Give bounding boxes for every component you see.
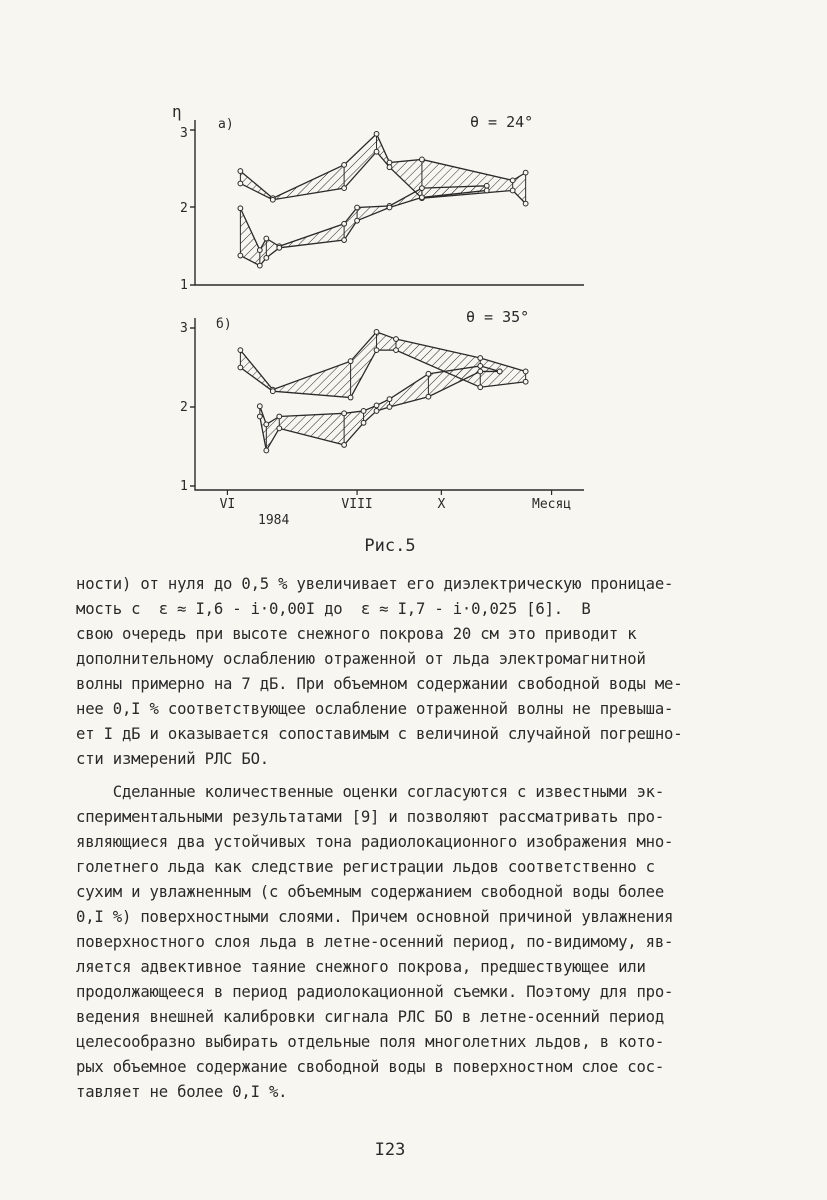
- data-point: [238, 169, 243, 174]
- text-line: спериментальными результатами [9] и позволяют рассматривать про-: [76, 808, 665, 826]
- data-point: [387, 165, 392, 170]
- data-point: [257, 404, 262, 409]
- data-point: [342, 238, 347, 243]
- data-point: [264, 255, 269, 260]
- data-point: [342, 162, 347, 167]
- data-point: [348, 395, 353, 400]
- x-tick-label: VIII: [341, 497, 373, 512]
- panel-a-ylabel: η: [172, 102, 182, 121]
- data-point: [510, 188, 515, 193]
- panel-a-label: а): [218, 117, 234, 132]
- data-point: [420, 195, 425, 200]
- data-point: [478, 385, 483, 390]
- data-point: [478, 356, 483, 361]
- panel-b-label: б): [216, 317, 232, 332]
- data-point: [355, 218, 360, 223]
- band-2-bottom-line: [240, 190, 486, 265]
- text-line: ет I дБ и оказывается сопоставимым с величиной случайной погрешно-: [76, 725, 683, 743]
- data-point: [523, 170, 528, 175]
- data-point: [342, 411, 347, 416]
- panel-b-plot-area: [238, 330, 528, 453]
- data-point: [387, 205, 392, 210]
- band-hatch-2: [260, 366, 500, 451]
- data-point: [264, 236, 269, 241]
- data-point: [238, 206, 243, 211]
- data-point: [361, 409, 366, 414]
- text-line: тавляет не более 0,I %.: [76, 1083, 288, 1101]
- figure-ris5: [0, 0, 827, 530]
- data-point: [238, 365, 243, 370]
- data-point: [510, 178, 515, 183]
- data-point: [277, 426, 282, 431]
- data-point: [523, 369, 528, 374]
- data-point: [257, 263, 262, 268]
- data-point: [523, 379, 528, 384]
- data-point: [270, 389, 275, 394]
- figure-caption: Рис.5: [364, 536, 416, 556]
- panel-a-ytick-2: 2: [180, 201, 188, 216]
- text-line: Сделанные количественные оценки согласуются с известными эк-: [76, 783, 665, 801]
- data-point: [342, 221, 347, 226]
- x-tick-label: VI: [219, 497, 236, 512]
- data-point: [420, 186, 425, 191]
- data-point: [348, 359, 353, 364]
- data-point: [394, 337, 399, 342]
- data-point: [484, 183, 489, 188]
- data-point: [426, 394, 431, 399]
- data-point: [387, 160, 392, 165]
- panel-a-plot-area: [238, 131, 528, 268]
- data-point: [374, 330, 379, 335]
- text-line: дополнительному ослаблению отраженной от льда электромагнитной: [76, 650, 646, 668]
- data-point: [420, 157, 425, 162]
- data-point: [238, 253, 243, 258]
- data-point: [342, 186, 347, 191]
- data-point: [238, 181, 243, 186]
- text-line: ведения внешней калибровки сигнала РЛС БО в летне-осенний период: [76, 1008, 665, 1026]
- page-number: I23: [374, 1140, 406, 1160]
- data-point: [374, 348, 379, 353]
- data-point: [342, 443, 347, 448]
- data-point: [484, 188, 489, 193]
- data-point: [257, 248, 262, 253]
- x-axis-year-label: 1984: [258, 513, 290, 528]
- panel-b-theta-annotation: θ = 35°: [466, 308, 530, 326]
- data-point: [361, 420, 366, 425]
- data-point: [497, 369, 502, 374]
- panel-a-ytick-3: 3: [180, 126, 188, 141]
- data-point: [277, 245, 282, 250]
- text-line: мость с ε ≈ I,6 - i·0,00I до ε ≈ I,7 - i·0,025 [6]. В: [76, 600, 591, 618]
- text-line: ности) от нуля до 0,5 % увеличивает его диэлектрическую проницае-: [76, 575, 674, 593]
- text-line: рых объемное содержание свободной воды в поверхностном слое сос-: [76, 1058, 665, 1076]
- data-point: [478, 364, 483, 369]
- panel-b-ytick-1: 1: [180, 479, 188, 494]
- text-line: свою очередь при высоте снежного покрова 20 см это приводит к: [76, 625, 637, 643]
- text-line: являющиеся два устойчивых тона радиолокационного изображения мно-: [76, 833, 674, 851]
- text-line: сухим и увлажненным (с объемным содержанием свободной воды более: [76, 883, 665, 901]
- text-line: голетнего льда как следствие регистрации льдов соответственно с: [76, 858, 655, 876]
- data-point: [426, 371, 431, 376]
- data-point: [257, 414, 262, 419]
- data-point: [394, 348, 399, 353]
- data-point: [374, 403, 379, 408]
- text-line: ляется адвективное таяние снежного покрова, предшествующее или: [76, 958, 646, 976]
- data-point: [238, 348, 243, 353]
- data-point: [264, 422, 269, 427]
- text-line: поверхностного слоя льда в летне-осенний период, по-видимому, яв-: [76, 933, 674, 951]
- text-line: волны примерно на 7 дБ. При объемном содержании свободной воды ме-: [76, 675, 683, 693]
- data-point: [277, 414, 282, 419]
- data-point: [264, 448, 269, 453]
- paragraph-gap: [76, 772, 756, 780]
- text-line: целесообразно выбирать отдельные поля многолетних льдов, в кото-: [76, 1033, 665, 1051]
- panel-b-ytick-2: 2: [180, 400, 188, 415]
- x-tick-label: X: [437, 497, 446, 512]
- data-point: [478, 369, 483, 374]
- x-axis-ticks: [220, 490, 572, 512]
- data-point: [355, 205, 360, 210]
- data-point: [270, 197, 275, 202]
- x-tick-label: Месяц: [532, 497, 572, 512]
- data-point: [523, 201, 528, 206]
- data-point: [387, 397, 392, 402]
- panel-b-ytick-3: 3: [180, 321, 188, 336]
- panel-a-theta-annotation: θ = 24°: [470, 113, 534, 131]
- text-line: 0,I %) поверхностными слоями. Причем основной причиной увлажнения: [76, 908, 674, 926]
- text-line: сти измерений РЛС БО.: [76, 750, 269, 768]
- data-point: [374, 131, 379, 136]
- data-point: [387, 405, 392, 410]
- data-point: [374, 149, 379, 154]
- data-point: [374, 409, 379, 414]
- text-line: нее 0,I % соответствующее ослабление отраженной волны не превыша-: [76, 700, 674, 718]
- panel-a-ytick-1: 1: [180, 278, 188, 293]
- text-line: продолжающееся в период радиолокационной съемки. Поэтому для про-: [76, 983, 674, 1001]
- body-text: [76, 572, 756, 1105]
